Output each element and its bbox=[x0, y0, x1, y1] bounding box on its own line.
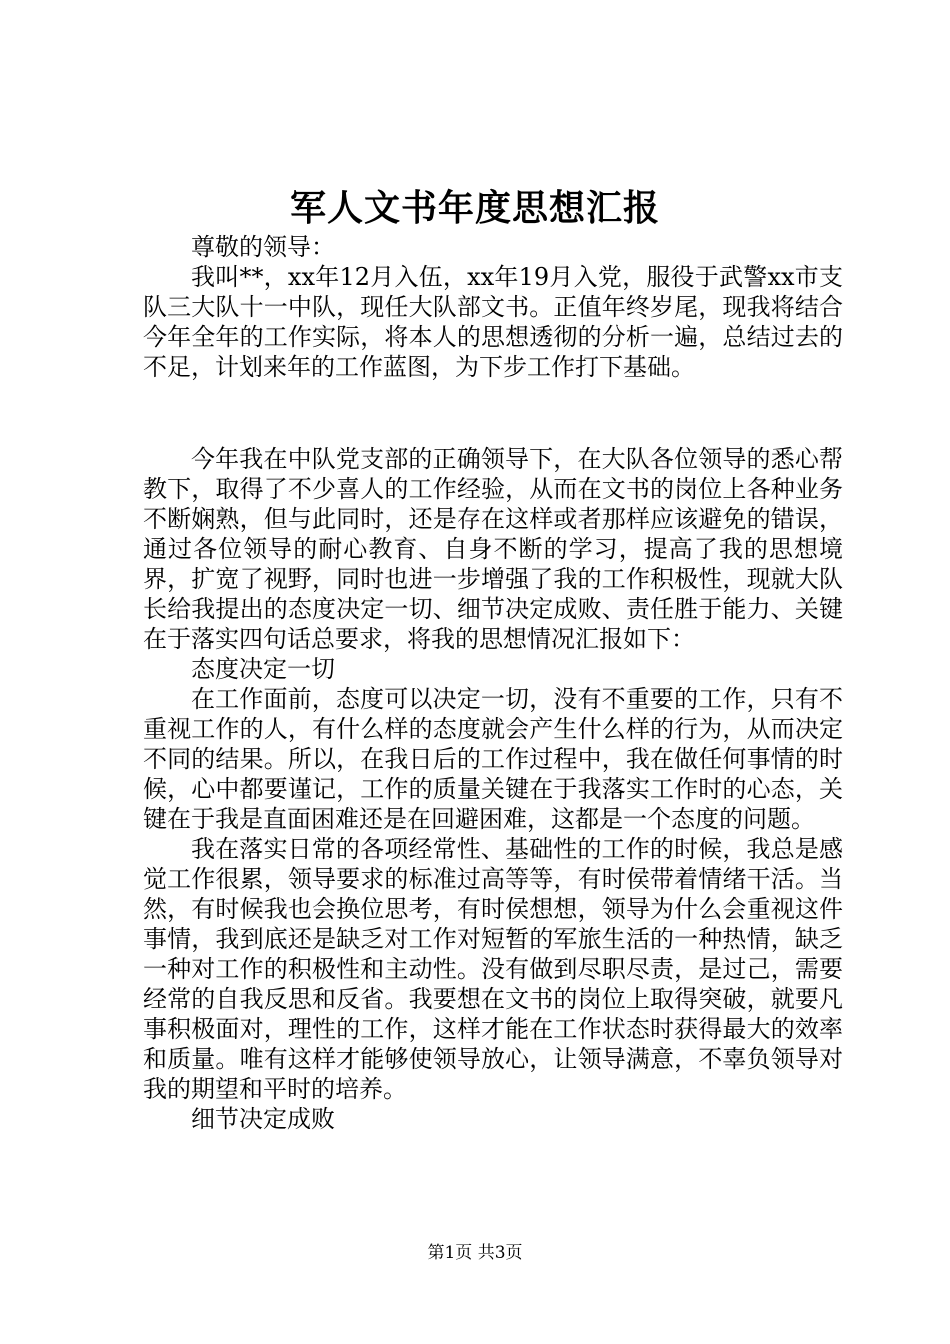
paragraph-intro: 我叫**，xx年12月入伍，xx年19月入党，服役于武警xx市支队三大队十一中队，现任大队部文书。正值年终岁尾，现我将结合今年全年的工作实际，将本人的思想透彻的分析一遍，总结过去的不足，计划来年的工作蓝图，为下步工作打下基础。 bbox=[143, 263, 843, 381]
paragraph-reflection: 我在落实日常的各项经常性、基础性的工作的时候，我总是感觉工作很累，领导要求的标准过高等等，有时侯带着情绪干活。当然，有时候我也会换位思考，有时侯想想，领导为什么会重视这件事情，我到底还是缺乏对工作对短暂的军旅生活的一种热情，缺乏一种对工作的积极性和主动性。没有做到尽职尽责，是过己，需要经常的自我反思和反省。我要想在文书的岗位上取得突破，就要凡事积极面对，理性的工作，这样才能在工作状态时获得最大的效率和质量。唯有这样才能够使领导放心，让领导满意，不辜负领导对我的期望和平时的培养。 bbox=[143, 835, 843, 1103]
section-heading-attitude: 态度决定一切 bbox=[191, 655, 335, 683]
salutation: 尊敬的领导： bbox=[191, 233, 335, 261]
paragraph-attitude: 在工作面前，态度可以决定一切，没有不重要的工作，只有不重视工作的人，有什么样的态度就会产生什么样的行为，从而决定不同的结果。所以，在我日后的工作过程中，我在做任何事情的时候，心中都要谨记，工作的质量关键在于我落实工作时的心态，关键在于我是直面困难还是在回避困难，这都是一个态度的问题。 bbox=[143, 685, 843, 833]
paragraph-overview: 今年我在中队党支部的正确领导下，在大队各位领导的悉心帮教下，取得了不少喜人的工作经验，从而在文书的岗位上各种业务不断娴熟，但与此同时，还是存在这样或者那样应该避免的错误，通过各位领导的耐心教育、自身不断的学习，提高了我的思想境界，扩宽了视野，同时也进一步增强了我的工作积极性，现就大队长给我提出的态度决定一切、细节决定成败、责任胜于能力、关键在于落实四句话总要求，将我的思想情况汇报如下： bbox=[143, 445, 843, 653]
paragraph-spacer bbox=[143, 382, 843, 444]
page-number-footer: 第1页 共3页 bbox=[427, 1243, 523, 1263]
section-heading-details: 细节决定成败 bbox=[191, 1105, 335, 1133]
document-title: 军人文书年度思想汇报 bbox=[289, 187, 660, 229]
document-body bbox=[143, 232, 843, 1134]
